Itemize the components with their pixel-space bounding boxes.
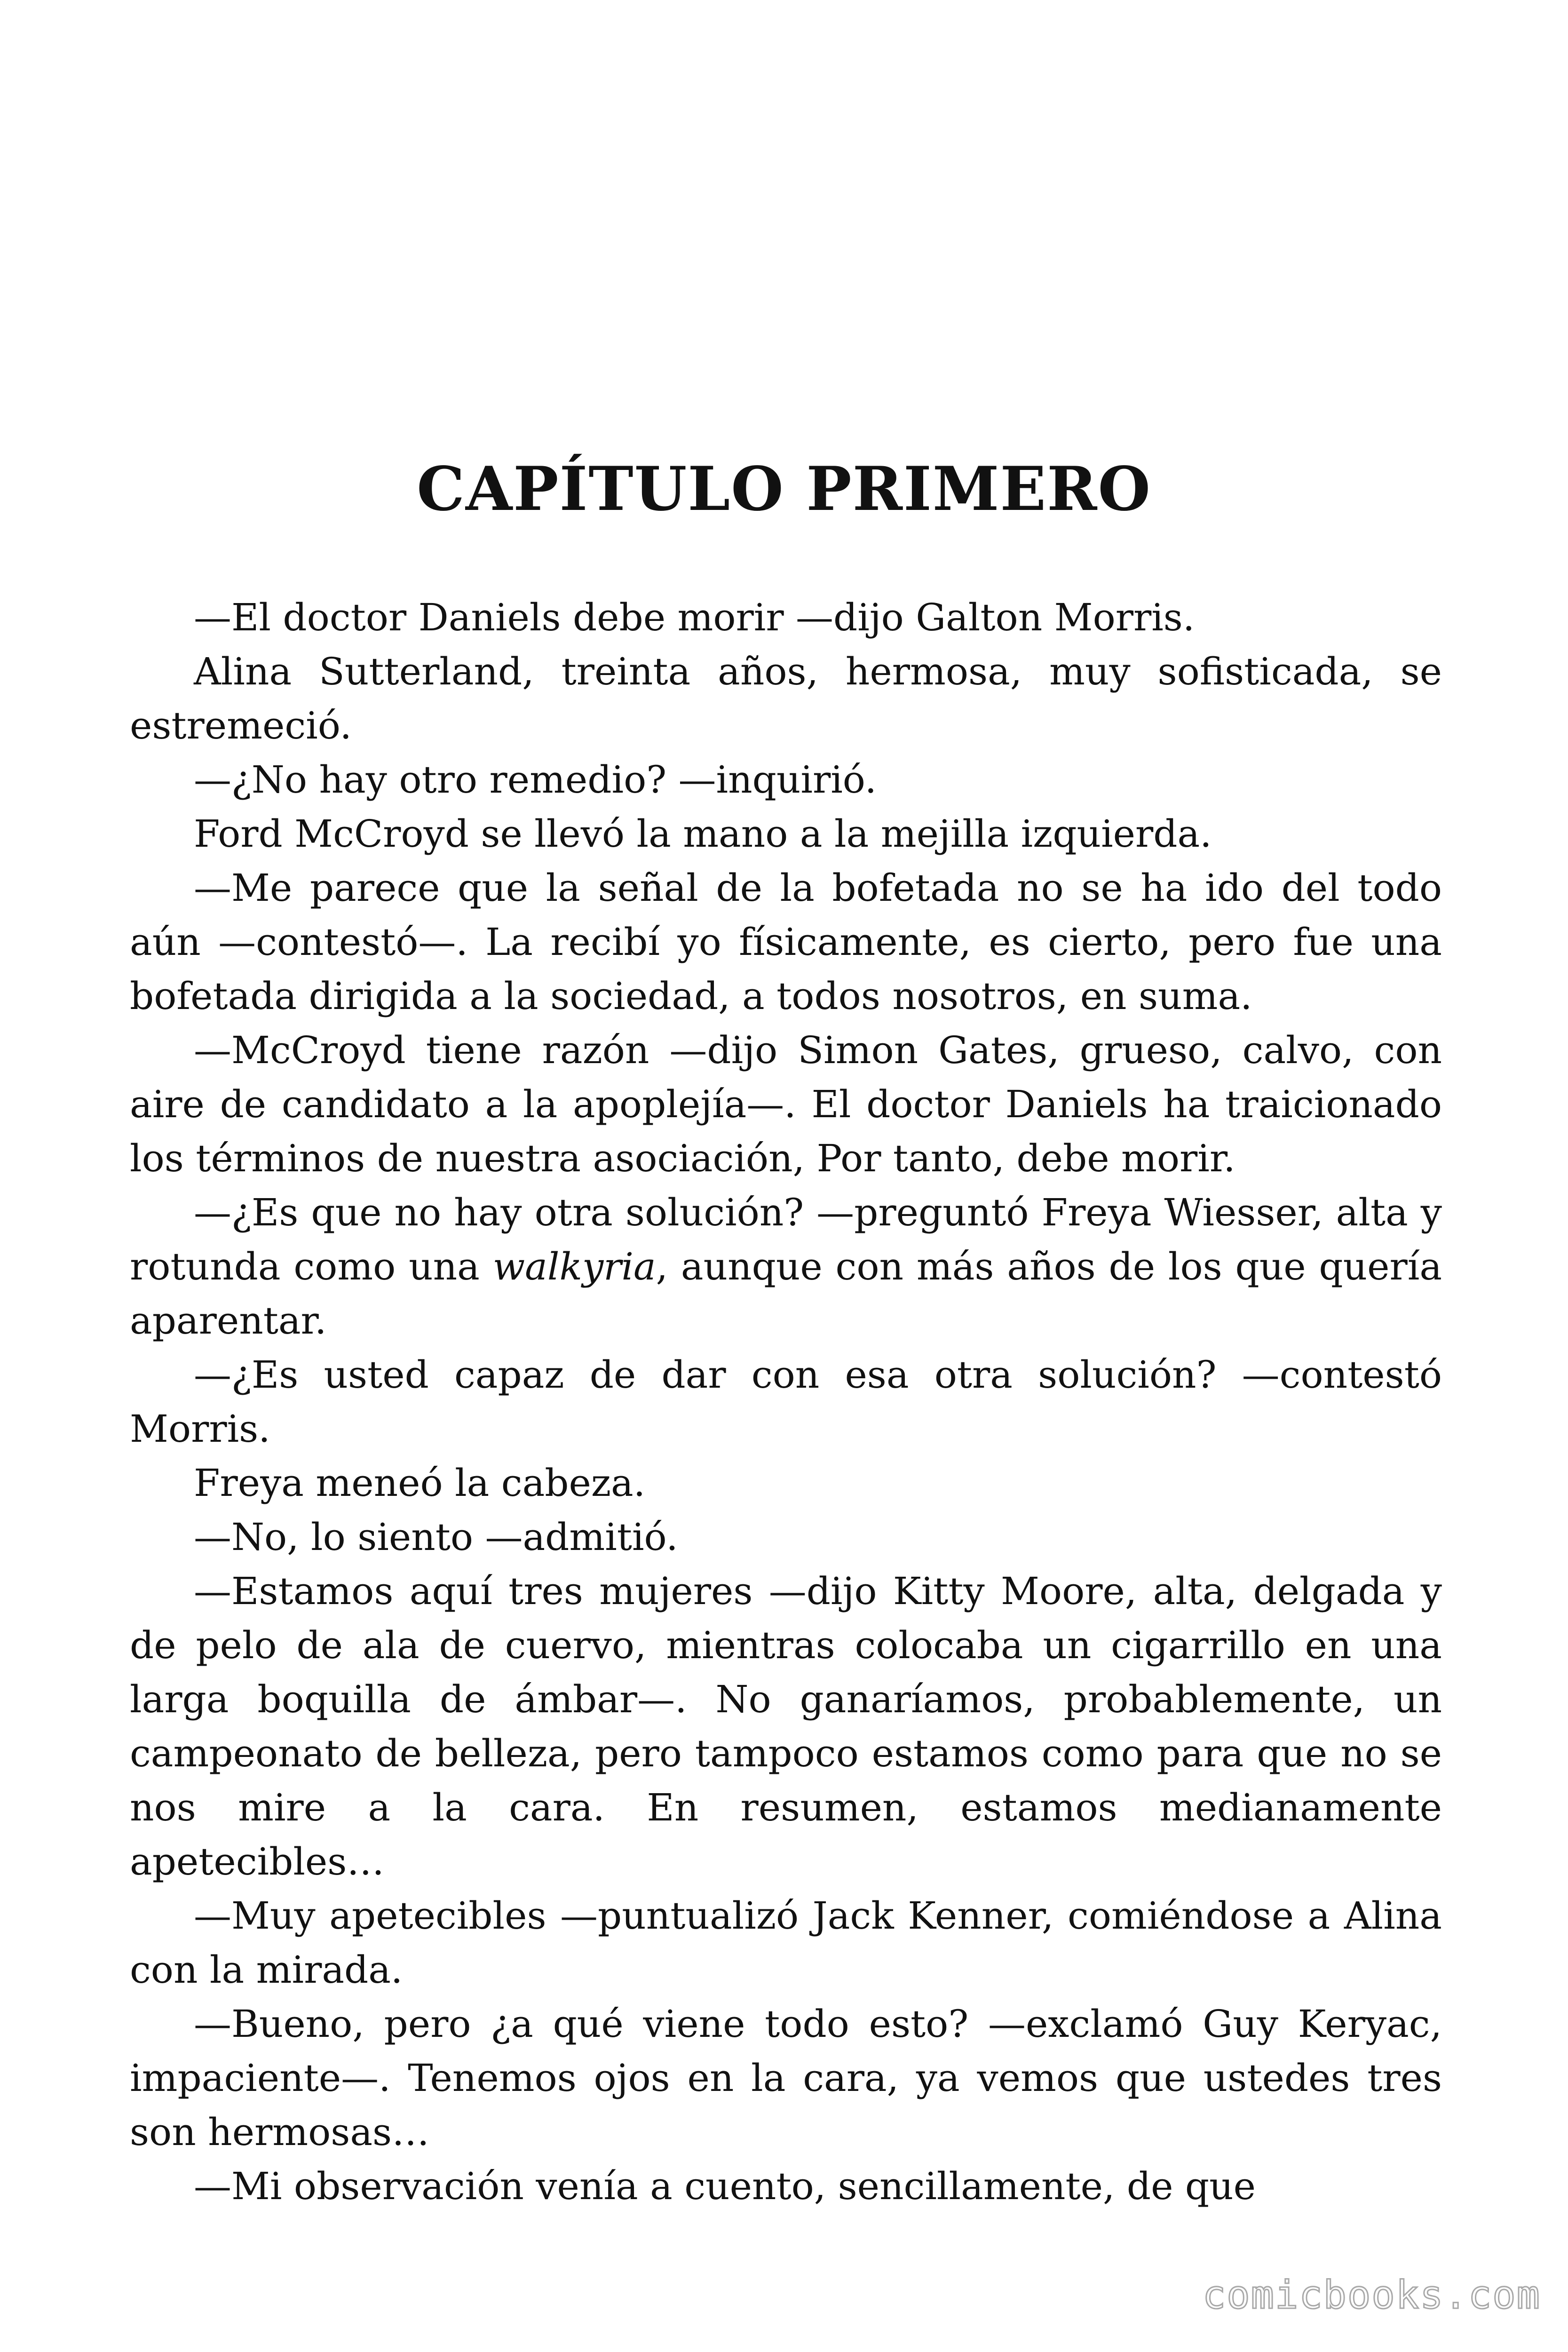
paragraph: Freya meneó la cabeza. xyxy=(194,1461,646,1505)
paragraph-text: —¿Es que no hay otra solución? —preguntó Freya Wiesser, alta y rotunda como una xyxy=(130,1191,1442,1288)
paragraph-text: , aunque con más años de los que quería aparentar. xyxy=(130,1245,1442,1343)
paragraph: Ford McCroyd se llevó la mano a la mejilla izquierda. xyxy=(194,812,1212,856)
watermark: comicbooks.com xyxy=(1202,2273,1541,2318)
paragraph: Alina Sutterland, treinta años, hermosa, muy sofisticada, se estremeció. xyxy=(130,650,1442,747)
chapter-body xyxy=(130,590,1442,2213)
paragraph: —Me parece que la señal de la bofetada no se ha ido del todo aún —contestó—. La recibí yo físicamente, es cierto, pero fue una bofetada dirigida a la sociedad, a todos nosotros, en suma. xyxy=(130,866,1442,1018)
paragraph: —Estamos aquí tres mujeres —dijo Kitty Moore, alta, delgada y de pelo de ala de cuervo, mientras colocaba un cigarrillo en una larga boquilla de ámbar—. No ganaríamos, probablemente, un campeonato de belleza, pero tampoco estamos como para que no se nos mire a la cara. En resumen, estamos medianamente apetecibles… xyxy=(130,1569,1442,1883)
paragraph: —¿Es usted capaz de dar con esa otra solución? —contestó Morris. xyxy=(130,1353,1442,1451)
paragraph: —No, lo siento —admitió. xyxy=(194,1515,678,1559)
italic-word: walkyria xyxy=(492,1245,656,1288)
paragraph: —El doctor Daniels debe morir —dijo Galton Morris. xyxy=(194,596,1195,639)
paragraph: —Bueno, pero ¿a qué viene todo esto? —exclamó Guy Keryac, impaciente—. Tenemos ojos en la cara, ya vemos que ustedes tres son hermosas… xyxy=(130,2002,1442,2154)
paragraph xyxy=(130,1185,1442,1348)
chapter-title: CAPÍTULO PRIMERO xyxy=(417,454,1151,524)
paragraph: —Muy apetecibles —puntualizó Jack Kenner, comiéndose a Alina con la mirada. xyxy=(130,1894,1442,1992)
paragraph: —Mi observación venía a cuento, sencillamente, de que xyxy=(194,2164,1256,2208)
paragraph: —¿No hay otro remedio? —inquirió. xyxy=(194,758,877,802)
paragraph: —McCroyd tiene razón —dijo Simon Gates, grueso, calvo, con aire de candidato a la apoplejía—. El doctor Daniels ha traicionado los términos de nuestra asociación, Por tanto, debe morir. xyxy=(130,1028,1442,1180)
